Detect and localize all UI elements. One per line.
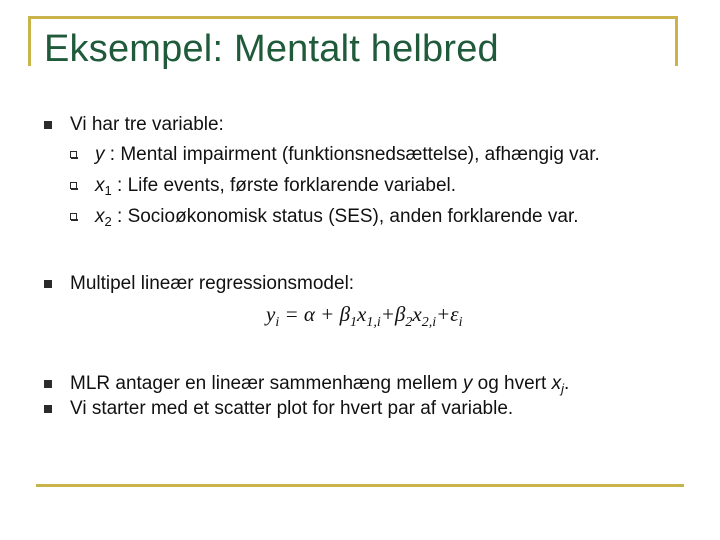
formula-x2: x xyxy=(412,302,422,326)
bullet-variables: Vi har tre variable: xyxy=(70,114,224,135)
var-x2-subscript: 2 xyxy=(104,214,112,229)
bullet-square-icon xyxy=(44,280,52,288)
formula-beta2-subscript: 2 xyxy=(405,315,413,330)
formula-x1-subscript: 1,i xyxy=(366,315,381,330)
title-frame-top xyxy=(28,16,678,19)
sub-item-y xyxy=(95,143,600,167)
sub-bullet-square-icon xyxy=(70,182,77,189)
sub-item-y-text: : Mental impairment (funktionsnedsættelse), afhængig var. xyxy=(104,144,600,165)
formula-plus-epsilon: +ε xyxy=(436,302,459,326)
formula-lhs: y xyxy=(266,302,276,326)
sub-bullet-square-icon xyxy=(70,151,77,158)
formula-eq: = α + β xyxy=(279,302,351,326)
slide-title: Eksempel: Mentalt helbred xyxy=(44,28,499,70)
formula-plus-beta: +β xyxy=(380,302,406,326)
bullet-scatter-plot: Vi starter med et scatter plot for hvert par af variable. xyxy=(70,398,514,419)
var-x2: x xyxy=(95,206,105,227)
sub-item-x1 xyxy=(95,174,456,203)
var-x1-subscript: 1 xyxy=(104,183,112,198)
sub-item-x2-text: : Socioøkonomisk status (SES), anden forklarende var. xyxy=(111,206,579,227)
bullet-regression-model: Multipel lineær regressionsmodel: xyxy=(70,273,355,294)
formula-lhs-subscript: i xyxy=(275,315,280,330)
title-frame-right xyxy=(675,16,678,66)
mlr-var-y: y xyxy=(462,373,473,394)
mlr-text-after: . xyxy=(563,373,570,394)
bullet-square-icon xyxy=(44,405,52,413)
bullet-square-icon xyxy=(44,121,52,129)
mlr-text-before: MLR antager en lineær sammenhæng mellem xyxy=(70,373,463,394)
bottom-divider xyxy=(36,484,684,487)
regression-formula xyxy=(266,302,462,331)
formula-beta1-subscript: 1 xyxy=(350,315,358,330)
mlr-var-x-subscript: j xyxy=(561,381,564,396)
mlr-var-x: x xyxy=(551,373,562,394)
mlr-text-mid: og hvert xyxy=(472,373,552,394)
sub-bullet-square-icon xyxy=(70,213,77,220)
title-frame-left xyxy=(28,16,31,66)
var-x1: x xyxy=(95,175,105,196)
sub-item-x2 xyxy=(95,205,579,234)
formula-x1: x xyxy=(357,302,367,326)
var-y: y xyxy=(95,144,105,165)
formula-epsilon-subscript: i xyxy=(458,315,463,330)
bullet-square-icon xyxy=(44,380,52,388)
formula-x2-subscript: 2,i xyxy=(421,315,437,330)
sub-item-x1-text: : Life events, første forklarende variabel. xyxy=(111,175,457,196)
